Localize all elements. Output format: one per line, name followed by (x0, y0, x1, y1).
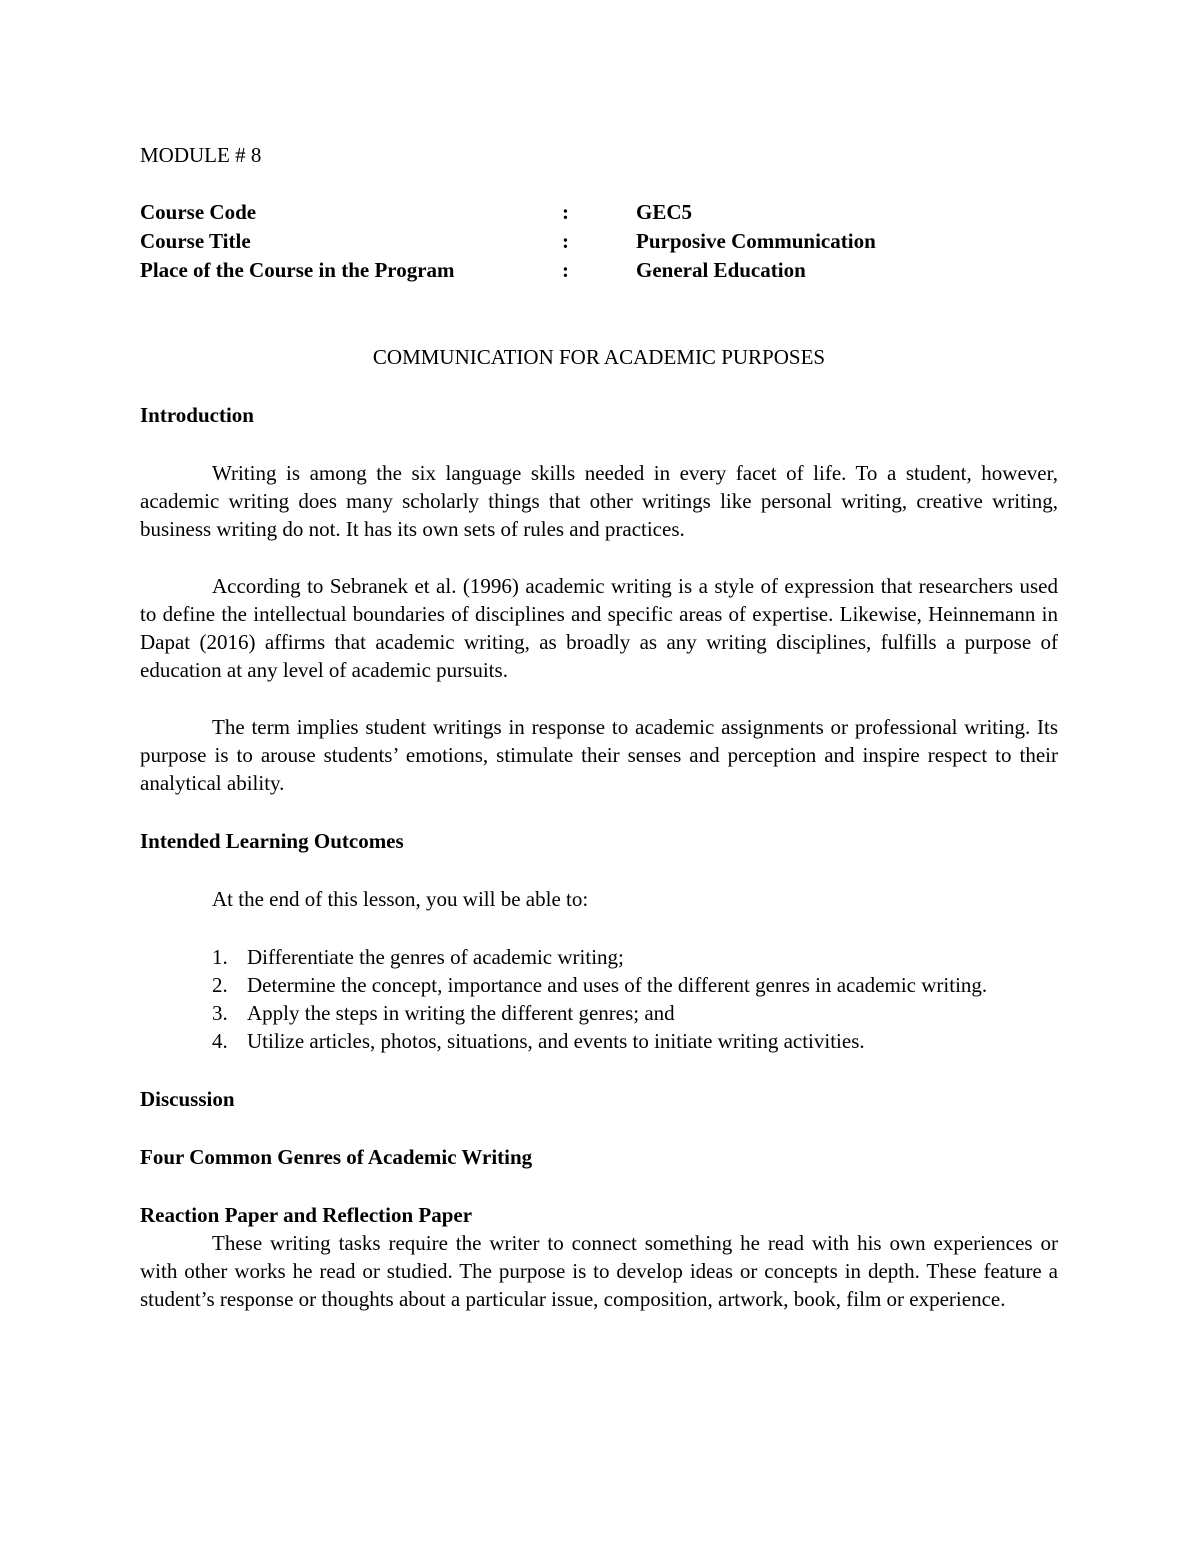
course-info-colon: : (562, 200, 569, 224)
main-title: COMMUNICATION FOR ACADEMIC PURPOSES (372, 345, 826, 369)
course-info-colon: : (562, 258, 569, 282)
list-item-number: 2. (212, 973, 228, 997)
intro-paragraph: According to Sebranek et al. (1996) academic writing is a style of expression that researchers used to define the intellectual boundaries of disciplines and specific areas of expertise. Likewise, Heinnemann in Dapat (2016) affirms that academic writing, as broadly as any writing disciplines, fulfills a purpose of education at any level of academic pursuits. (140, 574, 1058, 682)
list-item-number: 3. (212, 1001, 228, 1025)
course-info-label: Course Code (140, 200, 257, 224)
document-page (140, 141, 1058, 1313)
reaction-paper-heading: Reaction Paper and Reflection Paper (140, 1203, 473, 1227)
genres-subheading: Four Common Genres of Academic Writing (140, 1145, 533, 1169)
course-info-value: General Education (636, 258, 806, 282)
course-info-table (140, 198, 1058, 285)
list-item-text: Determine the concept, importance and uses of the different genres in academic writing. (247, 973, 988, 997)
reaction-paragraph: These writing tasks require the writer to connect something he read with his own experiences or with other works he read or studied. The purpose is to develop ideas or concepts in depth. These feature a student’s response or thoughts about a particular issue, composition, artwork, book, film or experience. (140, 1231, 1058, 1311)
list-item-number: 1. (212, 945, 228, 969)
course-info-row (140, 198, 1058, 227)
list-item-text: Utilize articles, photos, situations, and events to initiate writing activities. (247, 1029, 865, 1053)
outcomes-intro: At the end of this lesson, you will be able to: (212, 887, 589, 911)
course-info-row (140, 227, 1058, 256)
course-info-value: GEC5 (636, 200, 693, 224)
course-info-label: Course Title (140, 229, 251, 253)
list-item-number: 4. (212, 1029, 228, 1053)
introduction-heading: Introduction (140, 403, 254, 427)
list-item (140, 999, 1058, 1027)
list-item-text: Differentiate the genres of academic writing; (247, 945, 624, 969)
list-item (140, 1027, 1058, 1055)
course-info-row (140, 256, 1058, 285)
list-item (140, 943, 1058, 971)
discussion-heading: Discussion (140, 1087, 235, 1111)
intro-paragraph: The term implies student writings in response to academic assignments or professional writing. Its purpose is to arouse students’ emotions, stimulate their senses and perception and inspire respect to their analytical ability. (140, 715, 1058, 795)
list-item-text: Apply the steps in writing the different genres; and (247, 1001, 675, 1025)
module-title: MODULE # 8 (140, 143, 262, 167)
course-info-colon: : (562, 229, 569, 253)
course-info-value: Purposive Communication (636, 229, 876, 253)
outcomes-heading: Intended Learning Outcomes (140, 829, 404, 853)
intro-paragraph: Writing is among the six language skills needed in every facet of life. To a student, however, academic writing does many scholarly things that other writings like personal writing, creative writing, business writing do not. It has its own sets of rules and practices. (140, 461, 1058, 541)
outcomes-list (140, 943, 1058, 1055)
course-info-label: Place of the Course in the Program (140, 258, 455, 282)
list-item (140, 971, 1058, 999)
